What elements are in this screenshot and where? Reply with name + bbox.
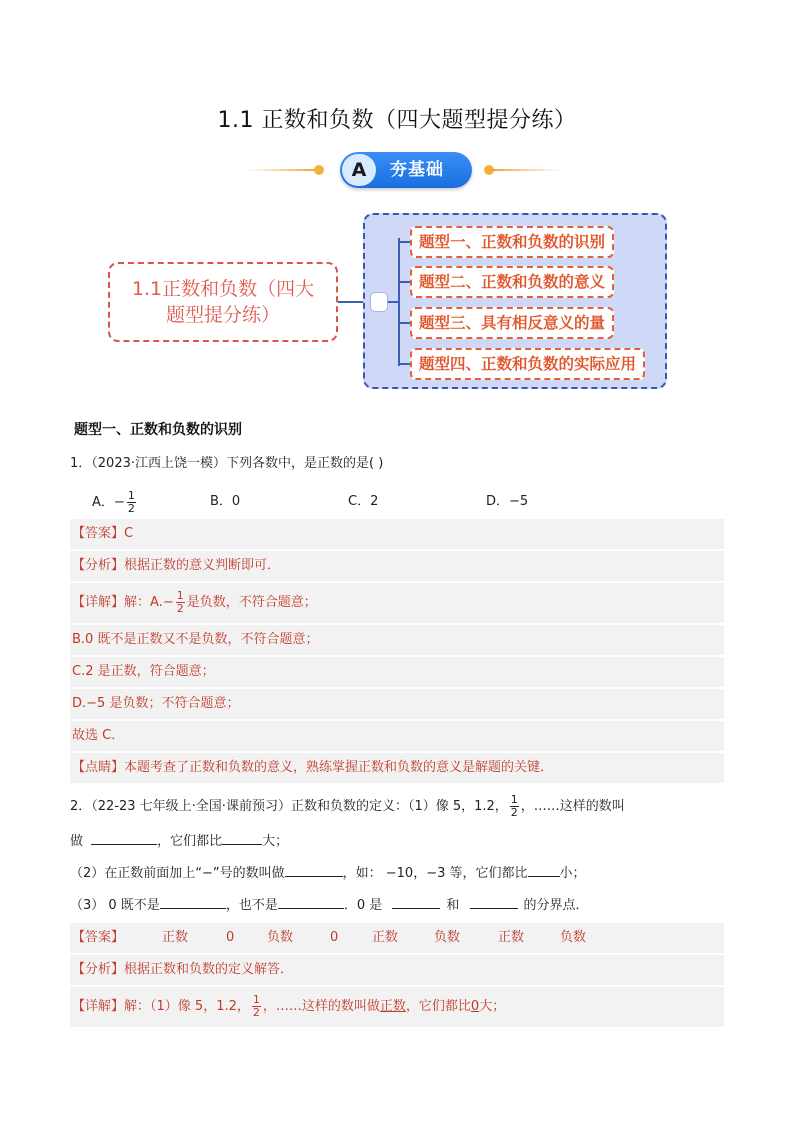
q2-line2-part-b: ，它们都比 bbox=[157, 834, 223, 849]
detail-part-a: 解：（1）像 5，1.2， bbox=[124, 999, 250, 1014]
answer-label: 【答案】 bbox=[72, 526, 125, 541]
detail-part-b: ，……这样的数叫做 bbox=[262, 999, 380, 1014]
detail-part-c: ，它们都比 bbox=[405, 999, 471, 1014]
mind-map-item: 题型二、正数和负数的意义 bbox=[410, 266, 614, 298]
option-a-label: A． bbox=[92, 495, 114, 510]
detail-label: 【详解】 bbox=[72, 999, 125, 1014]
analysis-text: 根据正数的意义判断即可． bbox=[124, 558, 281, 573]
mind-map-trunk-link bbox=[388, 301, 400, 303]
detail-prefix: 解：A.− bbox=[124, 595, 174, 610]
q2-line3-part-a: （2）在正数前面加上“−”号的数叫做 bbox=[70, 866, 285, 881]
answer-value: 负数 bbox=[560, 930, 587, 945]
q2-line2-part-c: 大； bbox=[262, 834, 289, 849]
mind-map-root-line2: 题型提分练） bbox=[165, 304, 280, 326]
answer-value: 0 bbox=[226, 930, 235, 945]
q2-line4-part-d: 和 bbox=[446, 898, 460, 913]
detail-suffix: 是负数，不符合题意； bbox=[186, 595, 317, 610]
question-1-stem: 1．（2023·江西上饶一模）下列各数中，是正数的是( ) bbox=[70, 456, 384, 471]
fill-blank[interactable] bbox=[222, 832, 262, 845]
fill-blank[interactable] bbox=[528, 864, 560, 877]
detail-answer-underlined: 正数 bbox=[379, 999, 406, 1014]
option-d: D．−5 bbox=[486, 494, 529, 509]
fill-blank[interactable] bbox=[392, 896, 440, 909]
q2-stem-fraction bbox=[510, 794, 519, 819]
answer-label: 【答案】 bbox=[72, 930, 125, 945]
fraction-numerator: 1 bbox=[176, 589, 184, 602]
mind-map-root bbox=[108, 262, 338, 342]
option-a-sign: − bbox=[113, 495, 125, 510]
detail-label: 【详解】 bbox=[72, 595, 125, 610]
q2-line2-part-a: 做 bbox=[70, 834, 84, 849]
question-1-comment bbox=[70, 753, 724, 783]
fraction-denominator: 2 bbox=[252, 1006, 260, 1019]
decor-dot-left bbox=[314, 165, 324, 175]
fraction-denominator: 2 bbox=[176, 602, 184, 615]
decor-line-left bbox=[248, 169, 318, 171]
detail-answer-underlined: 0 bbox=[470, 999, 480, 1014]
fraction-denominator: 2 bbox=[127, 502, 135, 515]
detail-line-c: C.2 是正数，符合题意； bbox=[70, 657, 724, 687]
question-1-options bbox=[70, 480, 724, 516]
question-1-analysis bbox=[70, 551, 724, 581]
detail-fraction bbox=[252, 994, 261, 1019]
answer-value: 正数 bbox=[162, 930, 189, 945]
mind-map-item: 题型四、正数和负数的实际应用 bbox=[410, 348, 645, 380]
level-label: 夯基础 bbox=[390, 160, 444, 180]
analysis-label: 【分析】 bbox=[72, 962, 125, 977]
question-2-stem bbox=[70, 790, 724, 824]
answer-value: 正数 bbox=[372, 930, 399, 945]
q2-line4-part-c: ．0 是 bbox=[343, 898, 383, 913]
fill-blank[interactable] bbox=[470, 896, 518, 909]
question-2-analysis bbox=[70, 955, 724, 985]
mind-map-item: 题型三、具有相反意义的量 bbox=[410, 307, 614, 339]
mind-map bbox=[0, 210, 794, 395]
answer-value: 0 bbox=[330, 930, 339, 945]
mind-map-item: 题型一、正数和负数的识别 bbox=[410, 226, 614, 258]
mind-map-root-line1: 1.1正数和负数（四大 bbox=[131, 278, 315, 300]
answer-value: 正数 bbox=[498, 930, 525, 945]
mind-map-collapse-handle[interactable] bbox=[370, 292, 388, 312]
fill-blank[interactable] bbox=[91, 832, 157, 845]
detail-conclusion: 故选 C． bbox=[70, 721, 724, 751]
option-b: B．0 bbox=[210, 494, 241, 509]
fill-blank[interactable] bbox=[278, 896, 344, 909]
question-2-answer bbox=[70, 923, 724, 953]
option-c: C．2 bbox=[348, 494, 379, 509]
section-badge-row bbox=[0, 150, 794, 190]
q2-line3-part-b: ，如： −10，−3 等，它们都比 bbox=[342, 866, 528, 881]
question-2-line2 bbox=[70, 830, 724, 854]
question-1-answer bbox=[70, 519, 724, 549]
question-1-detail bbox=[70, 583, 724, 623]
question-2-line4 bbox=[70, 894, 724, 918]
answer-value: 负数 bbox=[434, 930, 461, 945]
detail-part-d: 大； bbox=[479, 999, 506, 1014]
q2-stem-part-b: ，……这样的数叫 bbox=[520, 799, 625, 814]
section-title: 题型一、正数和负数的识别 bbox=[74, 422, 242, 438]
comment-text: 本题考查了正数和负数的意义，熟练掌握正数和负数的意义是解题的关键． bbox=[124, 760, 554, 775]
detail-line-b: B.0 既不是正数又不是负数，不符合题意； bbox=[70, 625, 724, 655]
option-a bbox=[92, 490, 138, 515]
page-title: 1.1 正数和负数（四大题型提分练） bbox=[217, 108, 577, 133]
q2-line4-part-b: ，也不是 bbox=[225, 898, 278, 913]
answer-value: 负数 bbox=[267, 930, 294, 945]
q2-stem-part-a: 2．（22-23 七年级上·全国·课前预习）正数和负数的定义：（1）像 5，1.2， bbox=[70, 799, 508, 814]
decor-line-right bbox=[490, 169, 560, 171]
level-letter: A bbox=[342, 154, 376, 186]
detail-line-d: D.−5 是负数；不符合题意； bbox=[70, 689, 724, 719]
fill-blank[interactable] bbox=[285, 864, 343, 877]
option-a-fraction bbox=[127, 490, 136, 515]
fraction-numerator: 1 bbox=[510, 793, 518, 806]
analysis-text: 根据正数和负数的定义解答． bbox=[124, 962, 294, 977]
question-2-detail bbox=[70, 987, 724, 1027]
fraction-numerator: 1 bbox=[252, 993, 260, 1006]
fill-blank[interactable] bbox=[160, 896, 226, 909]
fraction-numerator: 1 bbox=[127, 489, 135, 502]
fraction-denominator: 2 bbox=[510, 806, 518, 819]
question-2-line3 bbox=[70, 862, 724, 886]
q2-line4-part-a: （3） 0 既不是 bbox=[70, 898, 160, 913]
detail-fraction bbox=[176, 590, 185, 615]
q2-line4-part-e: 的分界点． bbox=[523, 898, 589, 913]
analysis-label: 【分析】 bbox=[72, 558, 125, 573]
comment-label: 【点睛】 bbox=[72, 760, 125, 775]
q2-line3-part-c: 小； bbox=[559, 866, 586, 881]
level-badge bbox=[340, 152, 472, 188]
answer-value: C bbox=[124, 526, 134, 541]
